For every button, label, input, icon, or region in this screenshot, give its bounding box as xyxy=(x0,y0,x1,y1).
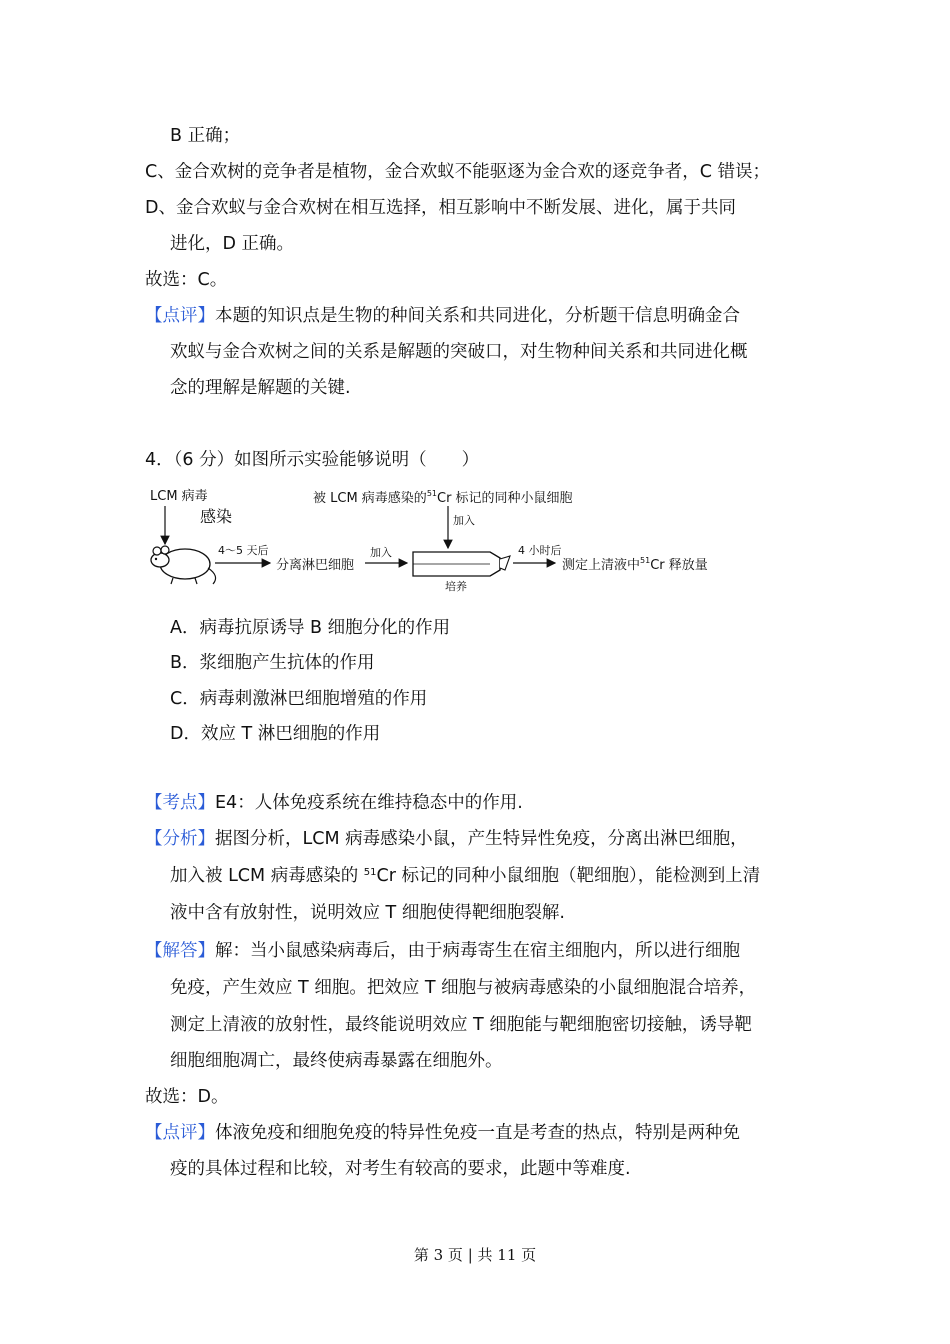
hours-label: 4 小时后 xyxy=(518,544,562,557)
culture-label: 培养 xyxy=(445,580,467,593)
option-b: B．浆细胞产生抗体的作用 xyxy=(170,653,375,673)
question-stem: 4．（6 分）如图所示实验能够说明（ ） xyxy=(145,450,480,470)
option-d: D．效应 T 淋巴细胞的作用 xyxy=(170,724,381,744)
measure-label: 测定上清液中$^{51}$Cr 释放量 xyxy=(562,556,708,573)
analysis-tag: 【分析】 xyxy=(145,829,215,849)
virus-label: LCM 病毒 xyxy=(150,489,208,504)
experiment-diagram xyxy=(145,484,725,594)
final-choice: 故选：D。 xyxy=(145,1087,229,1107)
answer-line3: 测定上清液的放射性，最终能说明效应 T 细胞能与靶细胞密切接触，诱导靶 xyxy=(170,1015,752,1035)
infect-label: 感染 xyxy=(200,507,233,526)
culture-tube-icon xyxy=(413,552,510,576)
analysis-text: 据图分析，LCM 病毒感染小鼠，产生特异性免疫，分离出淋巴细胞， xyxy=(215,829,748,849)
page-footer: 第 3 页 | 共 11 页 xyxy=(413,1246,537,1264)
mouse-icon xyxy=(151,546,216,584)
answer-option-b: B 正确； xyxy=(170,126,241,146)
separate-label: 分离淋巴细胞 xyxy=(276,558,355,573)
analysis-line1 xyxy=(145,827,748,851)
prev-comment-line1 xyxy=(145,304,740,328)
answer-text: 解：当小鼠感染病毒后，由于病毒寄生在宿主细胞内，所以进行细胞 xyxy=(215,941,740,961)
prev-choice: 故选：C。 xyxy=(145,270,228,290)
answer-option-d-line1: D、金合欢蚁与金合欢树在相互选择，相互影响中不断发展、进化，属于共同 xyxy=(145,198,736,218)
comment-text: 本题的知识点是生物的种间关系和共同进化，分析题干信息明确金合 xyxy=(215,306,740,326)
option-a: A．病毒抗原诱导 B 细胞分化的作用 xyxy=(170,618,451,638)
comment-tag: 【点评】 xyxy=(145,306,215,326)
target-cell-label: 被 LCM 病毒感染的$^{51}$Cr 标记的同种小鼠细胞 xyxy=(313,489,573,506)
prev-comment-line3: 念的理解是解题的关键. xyxy=(170,378,351,398)
analysis-line2: 加入被 LCM 病毒感染的 $^{51}$Cr 标记的同种小鼠细胞（靶细胞），能检测到上清 xyxy=(170,866,761,886)
point-text: E4：人体免疫系统在维持稳态中的作用. xyxy=(215,793,523,813)
prev-comment-line2: 欢蚁与金合欢树之间的关系是解题的突破口，对生物种间关系和共同进化概 xyxy=(170,342,748,362)
analysis-line3: 液中含有放射性，说明效应 T 细胞使得靶细胞裂解. xyxy=(170,903,565,923)
final-comment-text: 体液免疫和细胞免疫的特异性免疫一直是考查的热点，特别是两种免 xyxy=(215,1123,740,1143)
point-line xyxy=(145,791,523,815)
final-comment-tag: 【点评】 xyxy=(145,1123,215,1143)
answer-line1 xyxy=(145,939,740,963)
option-c: C．病毒刺激淋巴细胞增殖的作用 xyxy=(170,689,428,709)
answer-option-c: C、金合欢树的竞争者是植物，金合欢蚁不能驱逐为金合欢的逐竞争者，C 错误； xyxy=(145,162,770,182)
final-comment-line2: 疫的具体过程和比较，对考生有较高的要求，此题中等难度. xyxy=(170,1159,631,1179)
answer-tag: 【解答】 xyxy=(145,941,215,961)
point-tag: 【考点】 xyxy=(145,793,215,813)
answer-line4: 细胞细胞凋亡，最终使病毒暴露在细胞外。 xyxy=(170,1051,503,1071)
answer-option-d-line2: 进化，D 正确。 xyxy=(170,234,295,254)
final-comment-line1 xyxy=(145,1121,740,1145)
days-label: 4～5 天后 xyxy=(218,544,269,557)
add-vertical-label: 加入 xyxy=(453,514,475,527)
add-horizontal-label: 加入 xyxy=(370,546,392,559)
answer-line2: 免疫，产生效应 T 细胞。把效应 T 细胞与被病毒感染的小鼠细胞混合培养， xyxy=(170,978,757,998)
